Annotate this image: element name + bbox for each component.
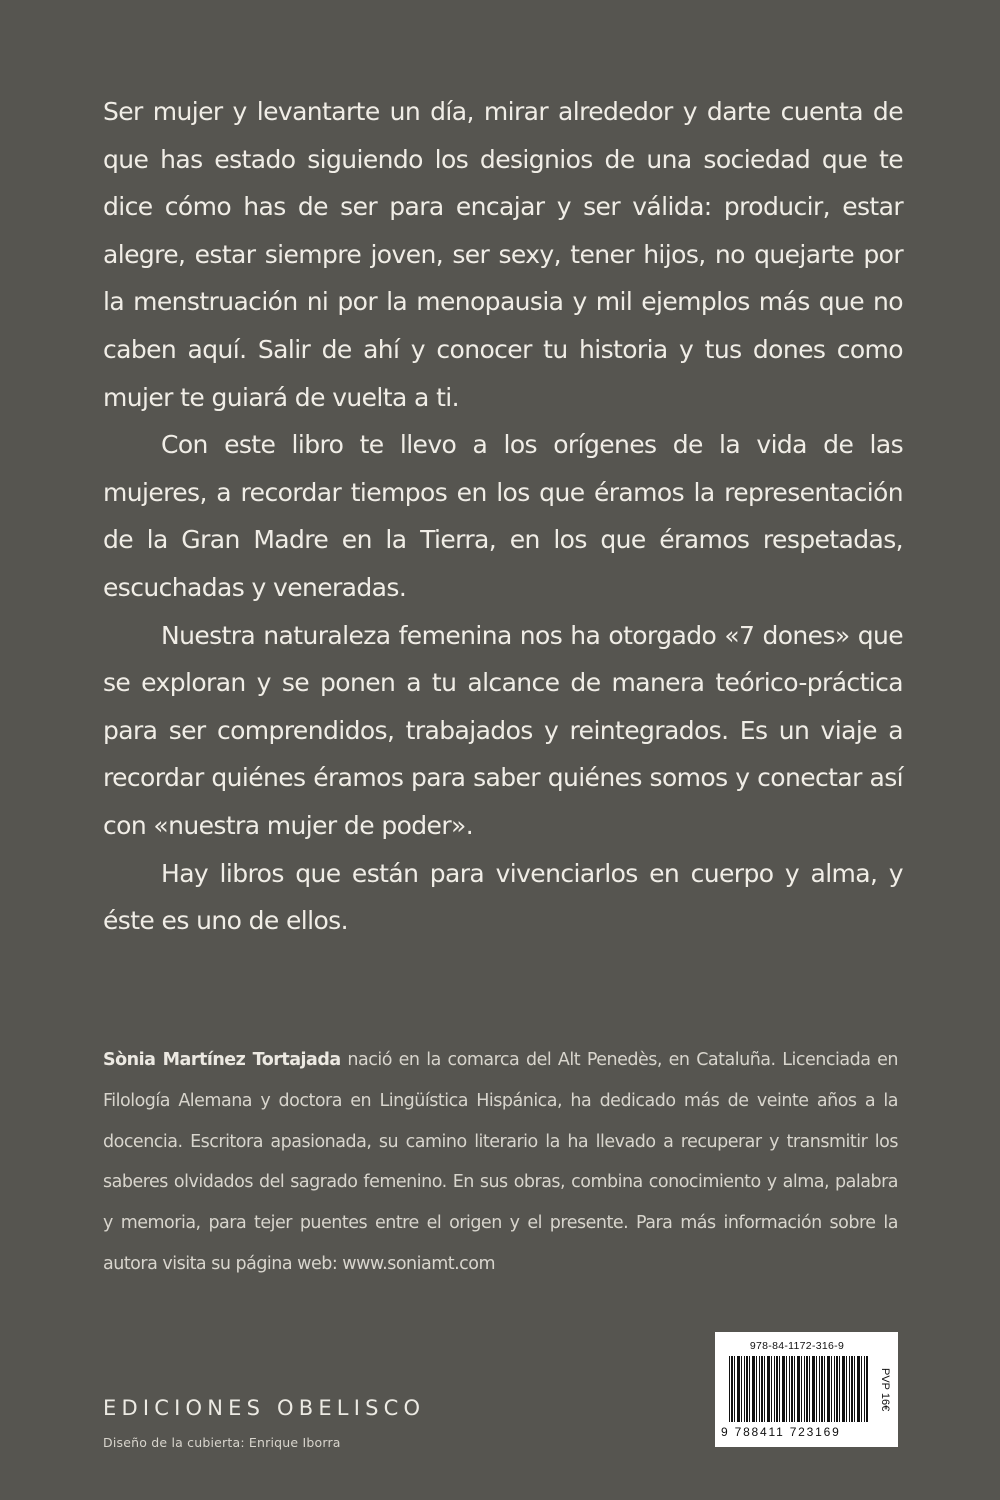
blurb-paragraph-2: Con este libro te llevo a los orígenes de la vida de las mujeres, a recordar tiempos en los que éramos la representación de la Gran Madre en la Tierra, en los que éramos respetadas, escuchadas y veneradas.: [103, 430, 903, 602]
ean-digits: 9 788411 723169: [721, 1425, 841, 1439]
barcode-bars: [729, 1356, 869, 1422]
blurb-paragraph-3: Nuestra naturaleza femenina nos ha otorgado «7 dones» que se exploran y se ponen a tu alcance de manera teórico-práctica para ser comprendidos, trabajados y reintegrados. Es un viaje a recordar quiénes éramos para saber quiénes somos y conectar así con «nuestra mujer de poder».: [103, 620, 903, 840]
blurb-paragraph-1: Ser mujer y levantarte un día, mirar alrededor y darte cuenta de que has estado siguiendo los designios de una sociedad que te dice cómo has de ser para encajar y ser válida: producir, estar alegre, estar siempre joven, ser sexy, tener hijos, no quejarte por la menstruación ni por la menopausia y mil ejemplos más que no caben aquí. Salir de ahí y conocer tu historia y tus dones como mujer te guiará de vuelta a ti.: [103, 97, 903, 412]
isbn-label: 978-84-1172-316-9: [749, 1340, 845, 1352]
blurb: [103, 88, 903, 945]
blurb-paragraph-4: Hay libros que están para vivenciarlos en cuerpo y alma, y éste es uno de ellos.: [103, 858, 903, 936]
price-label: PVP 16€: [879, 1368, 891, 1412]
cover-design-credit: Diseño de la cubierta: Enrique Iborra: [103, 1435, 341, 1450]
publisher-name: EDICIONES OBELISCO: [103, 1396, 426, 1420]
author-bio-text: nació en la comarca del Alt Penedès, en Cataluña. Licenciada en Filología Alemana y doctora en Lingüística Hispánica, ha dedicado más de veinte años a la docencia. Escritora apasionada, su camino literario la ha llevado a recuperar y transmitir los saberes olvidados del sagrado femenino. En sus obras, combina conocimiento y alma, palabra y memoria, para tejer puentes entre el origen y el presente. Para más información sobre la autora visita su página web: www.soniamt.com: [103, 1050, 898, 1274]
author-name: Sònia Martínez Tortajada: [103, 1050, 341, 1070]
barcode-box: [715, 1332, 898, 1447]
author-bio: [103, 1040, 898, 1285]
